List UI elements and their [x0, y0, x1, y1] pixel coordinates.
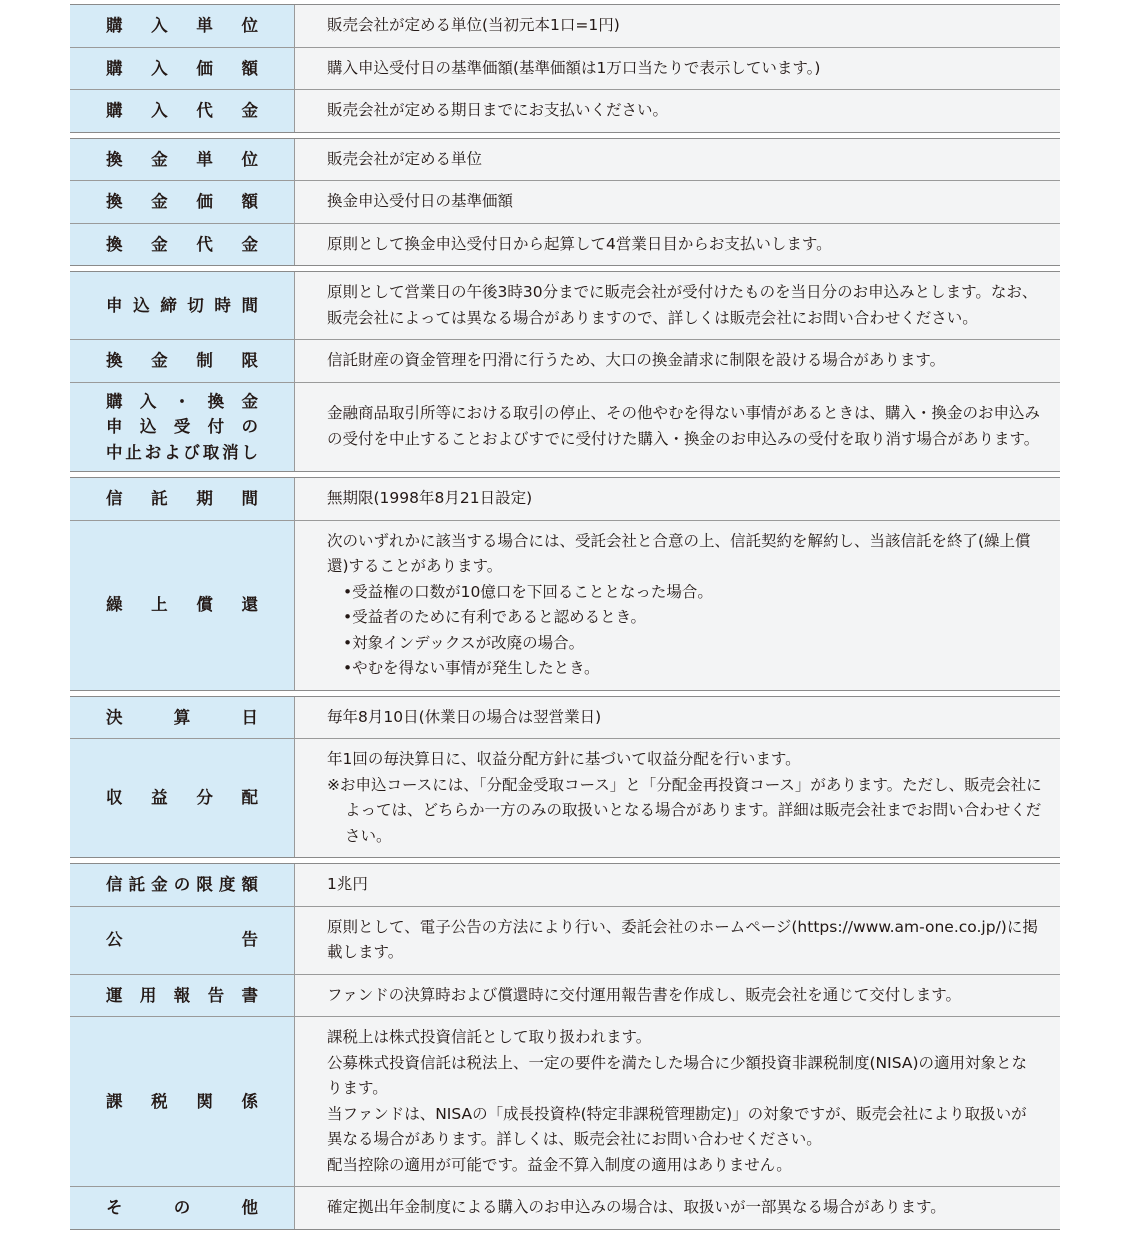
row-value-cell — [295, 181, 1060, 223]
bullet-item: •受益権の口数が10億口を下回ることとなった場合。 — [343, 582, 713, 601]
value-text: 販売会社が定める単位 — [327, 149, 483, 168]
row-label-cell — [70, 864, 295, 906]
row-label-line: 公告 — [106, 930, 258, 950]
value-text: 購入申込受付日の基準価額(基準価額は1万口当たりで表示しています。) — [327, 58, 821, 77]
row-value-cell — [295, 521, 1060, 690]
row-value-cell — [295, 1187, 1060, 1229]
table-row — [70, 1016, 1060, 1186]
row-label — [106, 232, 258, 258]
row-label-line: 購入・換金 — [106, 391, 258, 411]
row-value-cell — [295, 383, 1060, 472]
row-label-cell — [70, 907, 295, 974]
table-row — [70, 906, 1060, 974]
value-text: 次のいずれかに該当する場合には、受託会社と合意の上、信託契約を解約し、当該信託を終了(繰上償還)することがあります。 — [327, 531, 1031, 575]
value-text: 当ファンドは、NISAの「成長投資枠(特定非課税管理勘定)」の対象ですが、販売会社により取扱いが異なる場合があります。詳しくは、販売会社にお問い合わせください。 — [327, 1104, 1027, 1148]
row-value-cell — [295, 272, 1060, 339]
table-row — [70, 864, 1060, 906]
value-text: 配当控除の適用が可能です。益金不算入制度の適用はありません。 — [327, 1155, 792, 1174]
row-label-line: 購入単位 — [106, 16, 258, 35]
row-label-line: 中止および取消し — [106, 442, 258, 462]
row-label-line: 信託期間 — [106, 489, 258, 508]
value-text: ファンドの決算時および償還時に交付運用報告書を作成し、販売会社を通じて交付します。 — [327, 985, 961, 1004]
row-label — [106, 147, 258, 173]
row-value-cell — [295, 864, 1060, 906]
row-label-line: 換金単位 — [106, 149, 258, 169]
row-label-cell — [70, 340, 295, 382]
table-row — [70, 139, 1060, 181]
row-value-cell — [295, 975, 1060, 1017]
row-label-cell — [70, 181, 295, 223]
table-group — [70, 138, 1060, 267]
row-label-cell — [70, 224, 295, 266]
row-label — [106, 486, 258, 512]
row-label-line: 購入代金 — [106, 101, 258, 120]
table-row — [70, 520, 1060, 690]
value-text: 確定拠出年金制度による購入のお申込みの場合は、取扱いが一部異なる場合があります。 — [327, 1198, 946, 1216]
row-label — [106, 293, 258, 319]
row-value-cell — [295, 139, 1060, 181]
row-value-cell — [295, 48, 1060, 90]
table-row — [70, 1186, 1060, 1229]
row-label-line: 収益分配 — [106, 788, 258, 808]
row-value-cell — [295, 5, 1060, 47]
row-label-line: 換金制限 — [106, 351, 258, 370]
table-row — [70, 974, 1060, 1017]
bullet-item: •やむを得ない事情が発生したとき。 — [343, 659, 600, 677]
table-group — [70, 863, 1060, 1230]
row-value-cell — [295, 340, 1060, 382]
table-group — [70, 4, 1060, 133]
value-text: 原則として営業日の午後3時30分までに販売会社が受付けたものを当日分のお申込みとします。なお、販売会社によっては異なる場合がありますので、詳しくは販売会社にお問い合わせください。 — [327, 283, 1038, 327]
value-text: 無期限(1998年8月21日設定) — [327, 489, 533, 507]
row-label-cell — [70, 697, 295, 739]
table-row — [70, 478, 1060, 520]
table-row — [70, 339, 1060, 382]
table-row — [70, 382, 1060, 472]
row-label-cell — [70, 383, 295, 472]
value-text: 原則として、電子公告の方法により行い、委託会社のホームページ(https://www.am-one.co.jp/)に掲載します。 — [327, 917, 1038, 961]
row-label — [106, 13, 258, 39]
row-label-line: 運用報告書 — [106, 985, 258, 1005]
row-label-cell — [70, 90, 295, 132]
row-label — [106, 98, 258, 124]
row-label-line: 繰上償還 — [106, 595, 258, 615]
row-label-line: 購入価額 — [106, 58, 258, 78]
value-text: 販売会社が定める単位(当初元本1口=1円) — [327, 16, 620, 34]
table-group — [70, 271, 1060, 472]
value-text: 毎年8月10日(休業日の場合は翌営業日) — [327, 707, 602, 726]
value-text: 課税上は株式投資信託として取り扱われます。 — [327, 1028, 652, 1046]
row-value-cell — [295, 1017, 1060, 1186]
row-label-line: 申込受付の — [106, 417, 258, 436]
row-label-line: その他 — [106, 1198, 258, 1217]
row-label-cell — [70, 1187, 295, 1229]
bullet-item: •対象インデックスが改廃の場合。 — [343, 633, 585, 652]
value-text: 換金申込受付日の基準価額 — [327, 192, 514, 210]
row-value-cell — [295, 907, 1060, 974]
value-text: 原則として換金申込受付日から起算して4営業日目からお支払いします。 — [327, 234, 832, 253]
row-label — [106, 389, 258, 466]
row-label — [106, 705, 258, 731]
row-value-cell — [295, 224, 1060, 266]
table-row — [70, 47, 1060, 90]
row-label — [106, 1089, 258, 1115]
row-value-cell — [295, 90, 1060, 132]
row-label-line: 信託金の限度額 — [106, 875, 258, 894]
row-label — [106, 785, 258, 811]
table-row — [70, 89, 1060, 132]
row-label-line: 課税関係 — [106, 1091, 258, 1111]
row-label-cell — [70, 1017, 295, 1186]
row-label — [106, 348, 258, 374]
row-label-cell — [70, 975, 295, 1017]
value-text: 金融商品取引所等における取引の停止、その他やむを得ない事情があるときは、購入・換金のお申込みの受付を中止することおよびすでに受付けた購入・換金のお申込みの受付を取り消す場合があります。 — [327, 404, 1041, 448]
row-label-cell — [70, 272, 295, 339]
row-value-cell — [295, 478, 1060, 520]
value-text: 年1回の毎決算日に、収益分配方針に基づいて収益分配を行います。 — [327, 750, 801, 768]
row-value-cell — [295, 697, 1060, 739]
row-label-cell — [70, 5, 295, 47]
row-label — [106, 592, 258, 618]
row-label-line: 換金価額 — [106, 192, 258, 211]
table-group — [70, 477, 1060, 691]
value-text: 公募株式投資信託は税法上、一定の要件を満たした場合に少額投資非課税制度(NISA)の適用対象となります。 — [327, 1053, 1027, 1097]
row-label — [106, 189, 258, 215]
row-label-cell — [70, 739, 295, 857]
bullet-item: •受益者のために有利であると認めるとき。 — [343, 608, 647, 626]
table-row — [70, 180, 1060, 223]
row-label — [106, 872, 258, 898]
row-label — [106, 983, 258, 1009]
row-label-cell — [70, 48, 295, 90]
row-label-cell — [70, 139, 295, 181]
table-row — [70, 5, 1060, 47]
table-row — [70, 272, 1060, 339]
fund-info-table — [70, 4, 1060, 1230]
row-value-cell — [295, 739, 1060, 857]
row-label-cell — [70, 478, 295, 520]
row-label-cell — [70, 521, 295, 690]
row-label-line: 換金代金 — [106, 234, 258, 254]
table-row — [70, 738, 1060, 857]
note-text: ※お申込コースには、「分配金受取コース」と「分配金再投資コース」があります。ただし、販売会社によっては、どちらか一方のみの取扱いとなる場合があります。詳細は販売会社までお問い合わせください。 — [327, 775, 1042, 845]
value-text: 販売会社が定める期日までにお支払いください。 — [327, 101, 669, 119]
value-text: 信託財産の資金管理を円滑に行うため、大口の換金請求に制限を設ける場合があります。 — [327, 351, 946, 369]
row-label — [106, 1195, 258, 1221]
table-row — [70, 697, 1060, 739]
table-group — [70, 696, 1060, 859]
row-label — [106, 927, 258, 953]
row-label-line: 決算日 — [106, 707, 258, 727]
table-row — [70, 223, 1060, 266]
row-label — [106, 56, 258, 82]
row-label-line: 申込締切時間 — [106, 295, 258, 315]
value-text: 1兆円 — [327, 875, 368, 893]
